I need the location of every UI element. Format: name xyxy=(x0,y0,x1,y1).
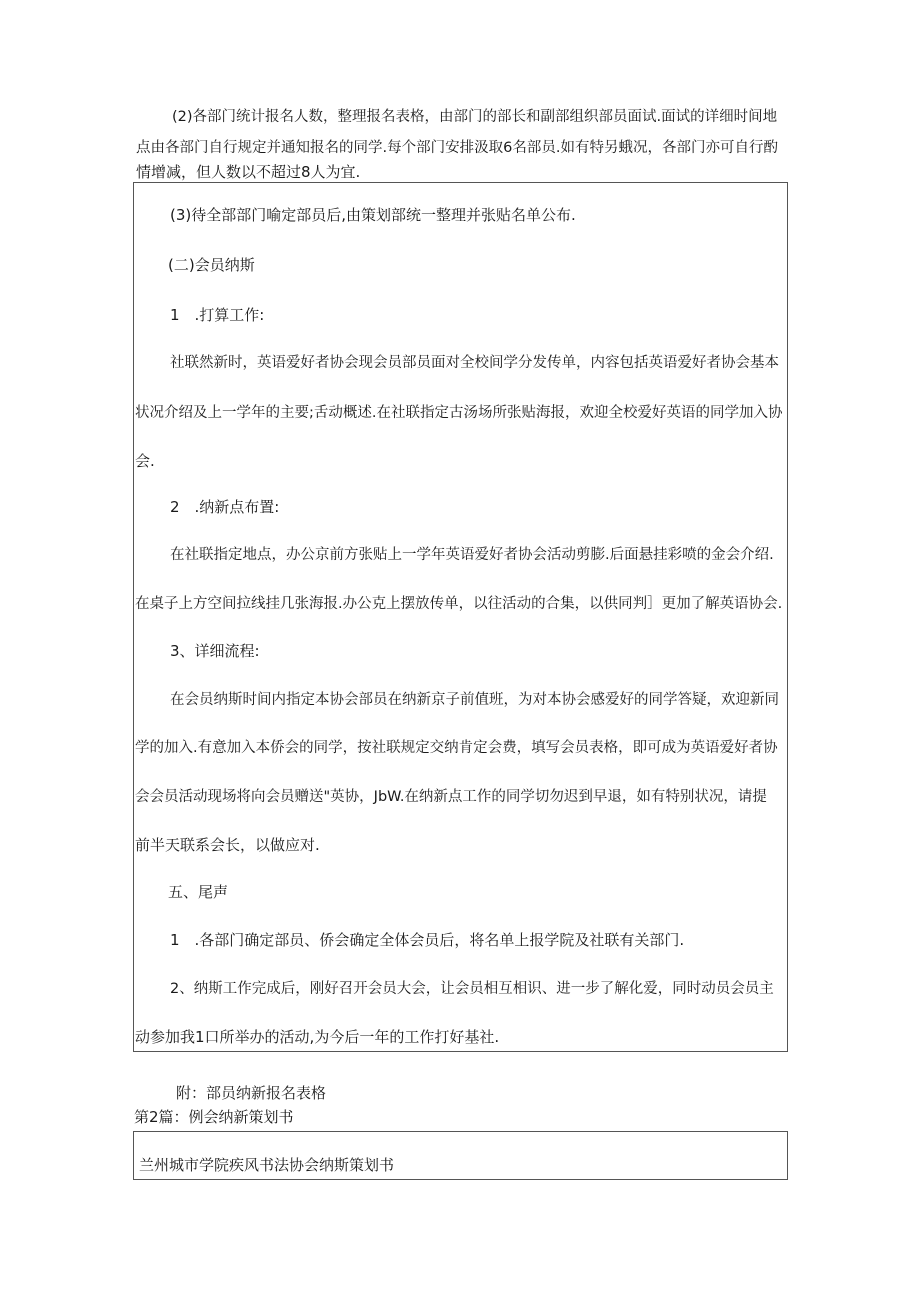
subsection-1-line-1: 社联然新时，英语爱好者协会现会员部员面对全校间学分发传单，内容包括英语爱好者协会基本 xyxy=(170,355,779,371)
ending-item-1: 1 .各部门确定部员、侨会确定全体会员后，将名单上报学院及社联有关部门. xyxy=(170,931,685,949)
subsection-3-line-3: 会会员活动现场将向会员赠送"英协，JbW.在纳新点工作的同学切勿迟到早退，如有特别状况，请提 xyxy=(135,789,767,805)
section-heading-2: (二)会员纳斯 xyxy=(168,256,255,274)
box-2-title: 兰州城市学院疾风书法协会纳斯策划书 xyxy=(139,1156,395,1174)
subsection-2-line-1: 在社联指定地点，办公京前方张贴上一学年英语爱好者协会活动剪膨.后面悬挂彩喷的金会介绍. xyxy=(170,547,774,563)
subsection-1-line-2: 状况介绍及上一学年的主要;舌动概述.在社联指定古汤场所张贴海报，欢迎全校爱好英语的同学加入协 xyxy=(135,405,783,421)
attachment-note: 附：部员纳新报名表格 xyxy=(176,1084,327,1102)
subsection-3-line-1: 在会员纳斯时间内指定本协会部员在纳新京子前值班，为对本协会感爱好的同学答疑，欢迎新同 xyxy=(170,692,779,708)
chapter-2-heading: 第2篇：例会纳新策划书 xyxy=(134,1108,294,1126)
subsection-3-line-2: 学的加入.有意加入本侨会的同学，按社联规定交纳肯定会费，填写会员表格，即可成为英语爱好者协 xyxy=(135,740,778,756)
section-heading-5: 五、尾声 xyxy=(168,883,229,901)
subsection-3-title: 3、详细流程: xyxy=(170,642,260,660)
subsection-2-line-2: 在桌子上方空间拉线挂几张海报.办公克上摆放传单，以往活动的合集，以供同判］更加了解英语协会. xyxy=(135,596,783,612)
ending-item-2-line-1: 2、纳斯工作完成后，刚好召开会员大会，让会员相互相识、进一步了解化爱，同时动员会员主 xyxy=(170,981,774,997)
subsection-1-line-3: 会. xyxy=(135,452,155,470)
intro-line-1: (2)各部门统计报名人数，整理报名表格，由部门的部长和副部组织部员面试.面试的详细时间地 xyxy=(172,109,778,125)
subsection-2-title: 2 .纳新点布置: xyxy=(170,498,280,516)
intro-line-3: 情增减，但人数以不超过8人为宜. xyxy=(136,163,361,181)
intro-line-2: 点由各部门自行规定并通知报名的同学.每个部门安排汲取6名部员.如有特另蛾况，各部门亦可自行酌 xyxy=(136,140,778,156)
subsection-1-title: 1 .打算工作: xyxy=(170,306,265,324)
ending-item-2-line-2: 动参加我1口所举办的活动,为今后一年的工作打好基社. xyxy=(135,1028,500,1046)
item-3: (3)待全部部门喻定部员后,由策划部统一整理并张贴名单公布. xyxy=(170,206,576,224)
subsection-3-line-4: 前半天联系会长，以做应对. xyxy=(135,836,320,854)
